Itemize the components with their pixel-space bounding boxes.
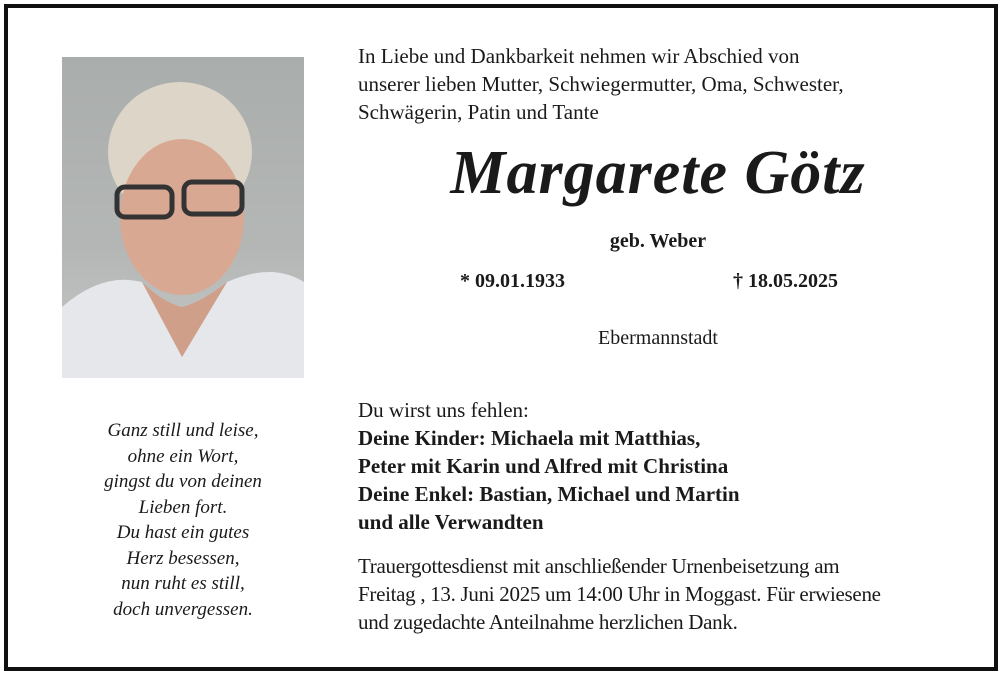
family-section (358, 396, 740, 536)
service-info (358, 552, 881, 636)
death-date: † 18.05.2025 (733, 270, 838, 292)
service-line: Freitag , 13. Juni 2025 um 14:00 Uhr in Moggast. Für erwiesene (358, 582, 881, 606)
place: Ebermannstadt (598, 327, 718, 349)
family-line: Peter mit Karin und Alfred mit Christina (358, 454, 729, 478)
poem (62, 418, 304, 622)
poem-line: Herz besessen, (126, 547, 240, 569)
family-lead: Du wirst uns fehlen: (358, 398, 529, 422)
service-line: und zugedachte Anteilnahme herzlichen Dank. (358, 610, 738, 634)
poem-line: gingst du von deinen (104, 471, 262, 492)
poem-line: Ganz still und leise, (107, 420, 259, 441)
poem-line: ohne ein Wort, (127, 445, 239, 467)
intro-line: unserer lieben Mutter, Schwiegermutter, Oma, Schwester, (358, 72, 844, 96)
family-line: Deine Kinder: Michaela mit Matthias, (358, 426, 701, 450)
poem-line: doch unvergessen. (113, 598, 253, 620)
deceased-name: Margarete Götz (450, 139, 866, 207)
intro-line: In Liebe und Dankbarkeit nehmen wir Abschied von (358, 44, 800, 68)
portrait-photo (62, 57, 304, 378)
intro-text (358, 42, 844, 126)
poem-line: Du hast ein gutes (116, 522, 250, 543)
maiden-name: geb. Weber (609, 230, 707, 252)
poem-line: nun ruht es still, (121, 573, 245, 594)
intro-line: Schwägerin, Patin und Tante (358, 100, 599, 124)
family-line: Deine Enkel: Bastian, Michael und Martin (358, 482, 740, 506)
poem-line: Lieben fort. (138, 496, 228, 518)
birth-date: * 09.01.1933 (460, 270, 565, 292)
family-line: und alle Verwandten (358, 510, 544, 534)
service-line: Trauergottesdienst mit anschließender Urnenbeisetzung am (358, 554, 840, 578)
